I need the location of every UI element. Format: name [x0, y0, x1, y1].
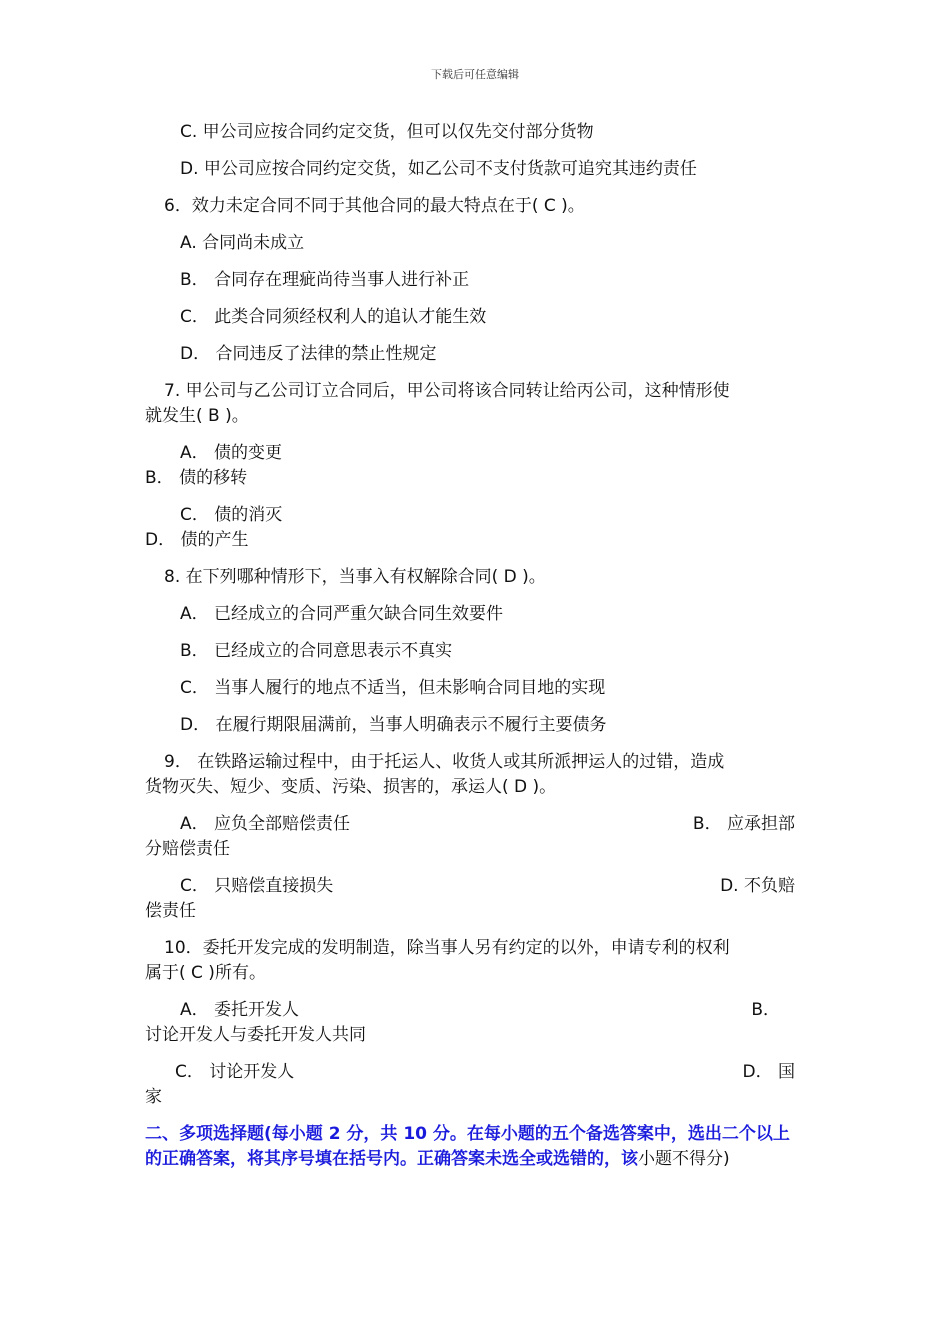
q9-stem [145, 750, 805, 800]
section-2-title: 二、多项选择题(每小题 2 分，共 10 分。在每小题的五个备选答案中，选出二个以上的正确答案，将其序号填在括号内。正确答案未选全或选错的，该 [145, 1124, 790, 1169]
q7-option-d: D． 债的产生 [145, 530, 249, 550]
q7-option-a: A． 债的变更 [180, 443, 283, 463]
q9-options-cd [145, 874, 805, 899]
q8-option-c: C． 当事人履行的地点不适当，但未影响合同目地的实现 [180, 678, 606, 698]
q10-option-d-cont: 家 [145, 1087, 162, 1107]
q7-stem [145, 379, 805, 429]
page-header: 下载后可任意编辑 [431, 68, 519, 81]
q10-option-b: B． [751, 1000, 780, 1020]
section-2-tail: 小题不得分) [638, 1149, 730, 1169]
q8-stem: 8. 在下列哪种情形下，当事入有权解除合同( D )。 [164, 567, 546, 587]
q10-option-a: A． 委托开发人 [180, 1000, 300, 1020]
q6-stem: 6．效力未定合同不同于其他合同的最大特点在于( C )。 [164, 196, 585, 216]
q6-option-d: D． 合同违反了法律的禁止性规定 [180, 344, 437, 364]
document-body [145, 120, 805, 1172]
q9-stem-line1: 9． 在铁路运输过程中，由于托运人、收货人或其所派押运人的过错，造成 [164, 752, 725, 772]
q10-stem-line1: 10．委托开发完成的发明制造，除当事人另有约定的以外，申请专利的权利 [164, 938, 730, 958]
q9-option-a: A． 应负全部赔偿责任 [180, 814, 351, 834]
q8-option-d: D． 在履行期限届满前，当事人明确表示不履行主要债务 [180, 715, 607, 735]
q10-options-cd [145, 1060, 805, 1085]
q5-option-d: D. 甲公司应按合同约定交货，如乙公司不支付货款可追究其违约责任 [180, 159, 697, 179]
q5-option-c: C. 甲公司应按合同约定交货，但可以仅先交付部分货物 [180, 122, 594, 142]
q8-option-a: A． 已经成立的合同严重欠缺合同生效要件 [180, 604, 504, 624]
q7-option-c: C． 债的消灭 [180, 505, 283, 525]
q9-option-b-cont: 分赔偿责任 [145, 839, 230, 859]
q7-stem-line2: 就发生( B )。 [145, 406, 249, 426]
q10-options-ab [145, 998, 805, 1023]
q9-option-d: D. 不负赔 [720, 876, 795, 896]
q9-option-d-cont: 偿责任 [145, 901, 196, 921]
q9-stem-line2: 货物灭失、短少、变质、污染、损害的，承运人( D )。 [145, 777, 557, 797]
q10-stem-line2: 属于( C )所有。 [145, 963, 266, 983]
q10-option-b-cont: 讨论开发人与委托开发人共同 [145, 1025, 366, 1045]
q9-option-c: C． 只赔偿直接损失 [180, 876, 334, 896]
q9-option-b: B． 应承担部 [692, 814, 795, 834]
q8-option-b: B． 已经成立的合同意思表示不真实 [180, 641, 453, 661]
q10-stem [145, 936, 805, 986]
q9-options-ab [145, 812, 805, 837]
q6-option-a: A. 合同尚未成立 [180, 233, 305, 253]
q10-option-d: D． 国 [742, 1062, 795, 1082]
q6-option-b: B． 合同存在理疵尚待当事人进行补正 [180, 270, 470, 290]
q6-option-c: C． 此类合同须经权利人的追认才能生效 [180, 307, 487, 327]
q7-stem-line1: 7. 甲公司与乙公司订立合同后，甲公司将该合同转让给丙公司，这种情形使 [164, 381, 730, 401]
q10-option-c: C． 讨论开发人 [175, 1062, 295, 1082]
section-2-heading [145, 1122, 805, 1172]
q7-option-b: B． 债的移转 [145, 468, 248, 488]
